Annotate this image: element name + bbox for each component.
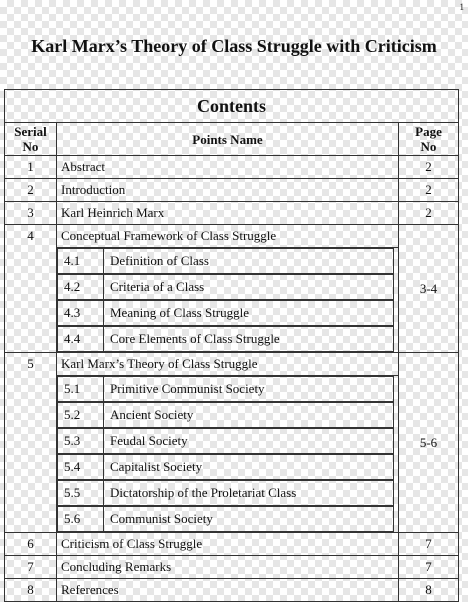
point-name-cell: Conceptual Framework of Class Struggle — [57, 225, 399, 248]
serial-cell: 2 — [5, 179, 57, 202]
subsection-row — [5, 428, 459, 454]
page-no-header: Page No — [398, 123, 458, 156]
subsection-title: Ancient Society — [104, 403, 394, 428]
table-row — [5, 225, 459, 248]
table-row — [5, 179, 459, 202]
subsection-number: 5.3 — [58, 429, 104, 454]
subsection-container — [57, 402, 399, 428]
page-no-cell: 5-6 — [398, 353, 458, 533]
point-name-cell: Criticism of Class Struggle — [57, 533, 399, 556]
subsection-row — [5, 326, 459, 353]
subsection-row — [5, 376, 459, 403]
point-name-cell: Introduction — [57, 179, 399, 202]
subsection-number: 4.4 — [58, 327, 104, 352]
subsection-table — [57, 428, 394, 454]
subsection-title: Dictatorship of the Proletariat Class — [104, 481, 394, 506]
table-row — [5, 556, 459, 579]
subsection-container — [57, 326, 399, 353]
subsection-title: Capitalist Society — [104, 455, 394, 480]
subsection-table — [57, 402, 394, 428]
subsection-table — [57, 376, 394, 402]
point-name-cell: Abstract — [57, 156, 399, 179]
serial-cell: 6 — [5, 533, 57, 556]
serial-no-header: Serial No — [5, 123, 57, 156]
serial-cell: 8 — [5, 579, 57, 602]
document-title: Karl Marx’s Theory of Class Struggle with Criticism — [31, 36, 437, 56]
table-row — [5, 579, 459, 602]
subsection-container — [57, 300, 399, 326]
subsection-container — [57, 506, 399, 533]
subsection-title: Core Elements of Class Struggle — [104, 327, 394, 352]
page-no-cell: 2 — [398, 179, 458, 202]
table-row — [5, 533, 459, 556]
serial-cell: 7 — [5, 556, 57, 579]
subsection-number: 5.6 — [58, 507, 104, 532]
subsection-row — [5, 506, 459, 533]
subsection-table — [57, 300, 394, 326]
subsection-table — [57, 480, 394, 506]
serial-cell: 1 — [5, 156, 57, 179]
page-no-cell: 7 — [398, 556, 458, 579]
subsection-row — [5, 402, 459, 428]
page-no-cell: 7 — [398, 533, 458, 556]
subsection-row — [5, 274, 459, 300]
page-number: 1 — [459, 2, 464, 12]
serial-cell: 4 — [5, 225, 57, 353]
contents-caption: Contents — [5, 90, 459, 123]
table-row — [5, 353, 459, 376]
subsection-number: 5.5 — [58, 481, 104, 506]
page-no-cell: 2 — [398, 156, 458, 179]
subsection-number: 5.2 — [58, 403, 104, 428]
subsection-table — [57, 248, 394, 274]
subsection-title: Primitive Communist Society — [104, 377, 394, 402]
subsection-number: 5.4 — [58, 455, 104, 480]
subsection-row — [5, 248, 459, 275]
point-name-cell: Concluding Remarks — [57, 556, 399, 579]
point-name-cell: Karl Marx’s Theory of Class Struggle — [57, 353, 399, 376]
subsection-container — [57, 248, 399, 275]
subsection-title: Definition of Class — [104, 249, 394, 274]
page-no-cell: 2 — [398, 202, 458, 225]
page-no-cell: 3-4 — [398, 225, 458, 353]
subsection-table — [57, 326, 394, 352]
subsection-container — [57, 428, 399, 454]
page-no-cell: 8 — [398, 579, 458, 602]
subsection-title: Communist Society — [104, 507, 394, 532]
subsection-container — [57, 274, 399, 300]
subsection-title: Criteria of a Class — [104, 275, 394, 300]
subsection-number: 4.2 — [58, 275, 104, 300]
subsection-number: 5.1 — [58, 377, 104, 402]
serial-cell: 3 — [5, 202, 57, 225]
subsection-row — [5, 300, 459, 326]
subsection-table — [57, 506, 394, 532]
subsection-table — [57, 454, 394, 480]
subsection-title: Feudal Society — [104, 429, 394, 454]
serial-cell: 5 — [5, 353, 57, 533]
point-name-cell: Karl Heinrich Marx — [57, 202, 399, 225]
subsection-number: 4.3 — [58, 301, 104, 326]
subsection-number: 4.1 — [58, 249, 104, 274]
subsection-row — [5, 480, 459, 506]
contents-table — [4, 89, 459, 602]
subsection-row — [5, 454, 459, 480]
subsection-container — [57, 454, 399, 480]
subsection-container — [57, 376, 399, 403]
subsection-container — [57, 480, 399, 506]
table-row — [5, 202, 459, 225]
point-name-cell: References — [57, 579, 399, 602]
points-name-header: Points Name — [57, 123, 399, 156]
table-row — [5, 156, 459, 179]
subsection-title: Meaning of Class Struggle — [104, 301, 394, 326]
subsection-table — [57, 274, 394, 300]
